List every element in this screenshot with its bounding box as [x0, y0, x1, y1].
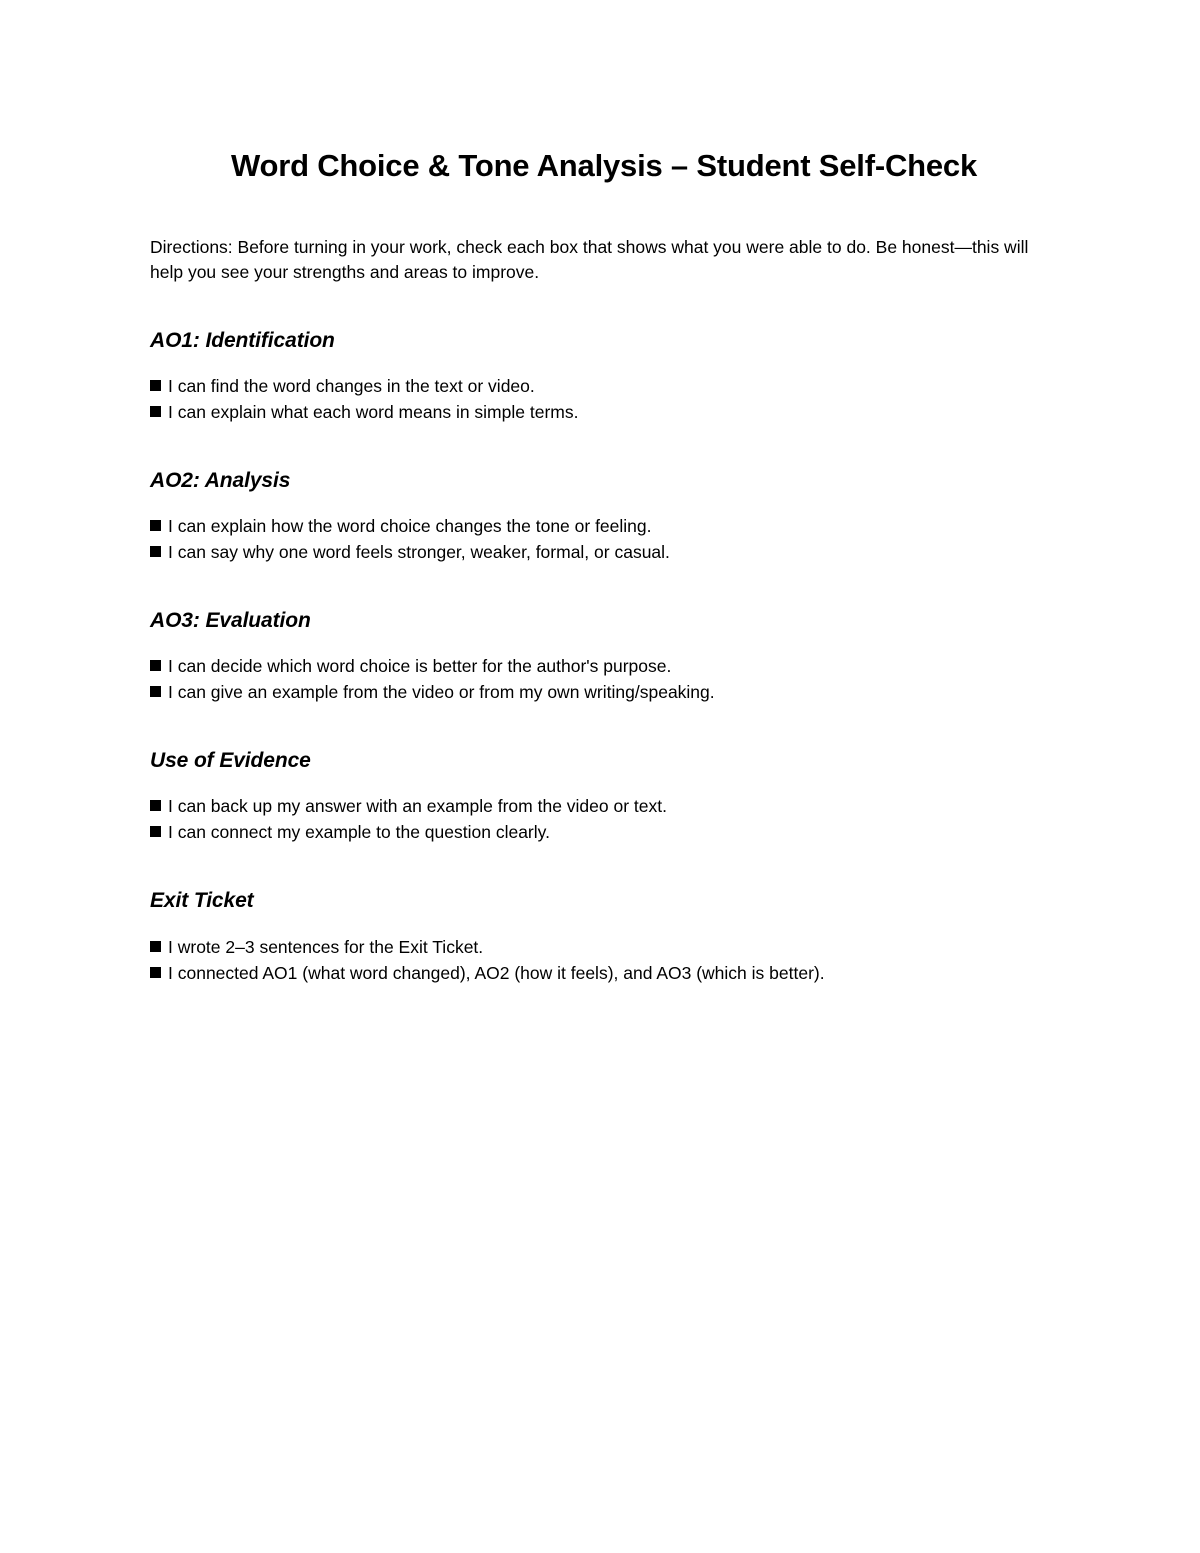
checkbox-icon[interactable]	[150, 380, 161, 391]
document-content	[150, 0, 1058, 986]
checklist-item-label: I can connect my example to the question clearly.	[168, 822, 550, 843]
section-heading: AO3: Evaluation	[150, 608, 311, 632]
page-title: Word Choice & Tone Analysis – Student Self-Check	[230, 148, 977, 183]
checkbox-icon[interactable]	[150, 520, 161, 531]
checklist	[150, 914, 1058, 986]
checkbox-icon[interactable]	[150, 941, 161, 952]
checklist-item-label: I can find the word changes in the text or video.	[168, 375, 535, 396]
section-heading: AO1: Identification	[150, 328, 335, 352]
checklist	[150, 773, 1058, 845]
checklist-item[interactable]	[150, 653, 1058, 679]
checkbox-icon[interactable]	[150, 800, 161, 811]
section-heading: Exit Ticket	[150, 889, 254, 913]
checklist-item[interactable]	[150, 373, 1058, 399]
checklist-item[interactable]	[150, 539, 1058, 565]
checklist-item-label: I can back up my answer with an example from the video or text.	[168, 796, 667, 817]
checklist-item-label: I can give an example from the video or from my own writing/speaking.	[168, 682, 715, 703]
checklist-item[interactable]	[150, 793, 1058, 819]
checklist-item-label: I connected AO1 (what word changed), AO2 (how it feels), and AO3 (which is better).	[168, 962, 825, 983]
checklist-item-label: I can say why one word feels stronger, weaker, formal, or casual.	[168, 541, 670, 562]
checkbox-icon[interactable]	[150, 826, 161, 837]
checklist-item-label: I can explain how the word choice changes the tone or feeling.	[168, 515, 652, 536]
checkbox-icon[interactable]	[150, 546, 161, 557]
checklist-item[interactable]	[150, 679, 1058, 705]
section-use-of-evidence	[150, 705, 1058, 845]
section-ao3-evaluation	[150, 565, 1058, 705]
checklist	[150, 493, 1058, 565]
checklist-item-label: I wrote 2–3 sentences for the Exit Ticket.	[168, 936, 484, 957]
checklist-item[interactable]	[150, 934, 1058, 960]
checklist	[150, 353, 1058, 425]
checklist-item-label: I can explain what each word means in simple terms.	[168, 401, 579, 422]
checklist-item[interactable]	[150, 513, 1058, 539]
checklist-item[interactable]	[150, 960, 1058, 986]
section-ao1-identification	[150, 285, 1058, 425]
section-heading: AO2: Analysis	[150, 468, 291, 492]
checkbox-icon[interactable]	[150, 660, 161, 671]
checkbox-icon[interactable]	[150, 686, 161, 697]
checkbox-icon[interactable]	[150, 967, 161, 978]
section-ao2-analysis	[150, 425, 1058, 565]
checklist	[150, 633, 1058, 705]
section-exit-ticket	[150, 845, 1058, 985]
checklist-item[interactable]	[150, 819, 1058, 845]
checklist-item[interactable]	[150, 399, 1058, 425]
directions-paragraph: Directions: Before turning in your work, check each box that shows what you were able to do. Be honest—this will help you see your strengths and areas to improve.	[150, 236, 1029, 282]
checkbox-icon[interactable]	[150, 406, 161, 417]
checklist-item-label: I can decide which word choice is better for the author's purpose.	[168, 656, 672, 677]
section-heading: Use of Evidence	[150, 749, 311, 773]
